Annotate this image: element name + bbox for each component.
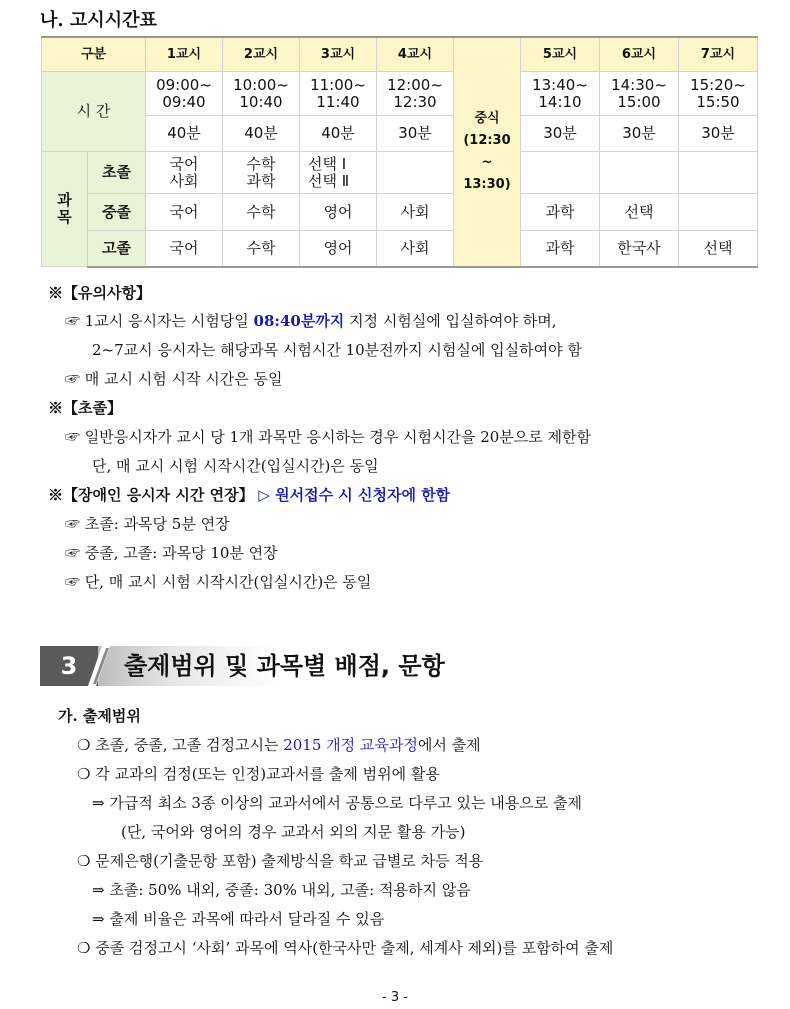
subject-row-high	[42, 231, 758, 267]
subject-cell: 수학	[223, 194, 300, 231]
page-number: - 3 -	[382, 990, 408, 1005]
subject-cell: 수학	[223, 231, 300, 267]
subject-cell: 선택 Ⅰ 선택 Ⅱ	[300, 152, 377, 194]
subject-cell: 사회	[377, 231, 454, 267]
time-cell: 11:00~ 11:40	[300, 72, 377, 116]
notes-caution-title: ※【유의사항】	[48, 284, 151, 302]
header-cell: 2교시	[223, 37, 300, 72]
subject-row-elementary	[42, 152, 758, 194]
note-line: ☞ 매 교시 시험 시작 시간은 동일	[65, 370, 283, 388]
note-line: ☞ 일반응시자가 교시 당 1개 과목만 응시하는 경우 시험시간을 20분으로 제한함	[65, 428, 592, 446]
table-header-row	[42, 37, 758, 72]
subject-cell	[521, 152, 600, 194]
scope-sub-bullet: ⇒ 출제 비율은 과목에 따라서 달라질 수 있음	[92, 910, 385, 928]
section3-number: 3	[40, 646, 98, 686]
subject-cell: 국어	[146, 194, 223, 231]
section3-title: 출제범위 및 과목별 배점, 문항	[124, 652, 445, 680]
subject-cell: 영어	[300, 194, 377, 231]
time-cell: 14:30~ 15:00	[600, 72, 679, 116]
subject-cell: 국어 사회	[146, 152, 223, 194]
subject-cell: 수학 과학	[223, 152, 300, 194]
subject-cell: 한국사	[600, 231, 679, 267]
level-label: 초졸	[88, 152, 146, 194]
note-line: 2~7교시 응시자는 해당과목 시험시간 10분전까지 시험실에 입실하여야 함	[92, 341, 582, 359]
scope-sub-bullet: ⇒ 초졸: 50% 내외, 중졸: 30% 내외, 고졸: 적용하지 않음	[92, 881, 471, 899]
subject-cell	[679, 194, 758, 231]
subject-cell: 영어	[300, 231, 377, 267]
duration-cell: 30분	[521, 116, 600, 152]
time-cell: 12:00~ 12:30	[377, 72, 454, 116]
time-cell: 09:00~ 09:40	[146, 72, 223, 116]
subject-label: 과 목	[42, 152, 88, 267]
section-title: 나. 고시시간표	[40, 10, 157, 31]
subject-row-middle	[42, 194, 758, 231]
header-cell: 구분	[42, 37, 146, 72]
subject-cell: 국어	[146, 231, 223, 267]
header-cell: 4교시	[377, 37, 454, 72]
duration-cell: 30분	[679, 116, 758, 152]
subject-cell	[377, 152, 454, 194]
subject-cell: 선택	[679, 231, 758, 267]
duration-cell: 40분	[300, 116, 377, 152]
level-label: 고졸	[88, 231, 146, 267]
lunch-cell: 중식 (12:30 ~ 13:30)	[454, 37, 521, 267]
section3-slash-icon	[88, 646, 110, 686]
duration-cell: 30분	[377, 116, 454, 152]
note-line: ☞ 중졸, 고졸: 과목당 10분 연장	[65, 544, 278, 562]
subject-cell: 과학	[521, 231, 600, 267]
level-label: 중졸	[88, 194, 146, 231]
scope-bullet: ❍ 각 교과의 검정(또는 인정)교과서를 출제 범위에 활용	[77, 765, 440, 783]
duration-cell: 40분	[146, 116, 223, 152]
duration-cell: 30분	[600, 116, 679, 152]
note-line: ☞ 단, 매 교시 시험 시작시간(입실시간)은 동일	[65, 573, 372, 591]
header-cell: 6교시	[600, 37, 679, 72]
notes-disabled-title: ※【장애인 응시자 시간 연장】 ▷ 원서접수 시 신청자에 한함	[48, 486, 451, 504]
notes-elementary-title: ※【초졸】	[48, 399, 122, 417]
subject-cell: 선택	[600, 194, 679, 231]
subject-cell: 과학	[521, 194, 600, 231]
subject-cell	[600, 152, 679, 194]
scope-sub-bullet: (단, 국어와 영어의 경우 교과서 외의 지문 활용 가능)	[121, 823, 466, 841]
scope-bullet: ❍ 문제은행(기출문항 포함) 출제방식을 학교 급별로 차등 적용	[77, 852, 484, 870]
subject-cell	[679, 152, 758, 194]
header-cell: 5교시	[521, 37, 600, 72]
time-cell: 15:20~ 15:50	[679, 72, 758, 116]
note-line: ☞ 초졸: 과목당 5분 연장	[65, 515, 230, 533]
time-row	[42, 72, 758, 116]
scope-bullet: ❍ 초졸, 중졸, 고졸 검정고시는 2015 개정 교육과정에서 출제	[77, 736, 481, 754]
scope-bullet: ❍ 중졸 검정고시 ‘사회’ 과목에 역사(한국사만 출제, 세계사 제외)를 포함하여 출제	[77, 939, 614, 957]
exam-schedule-table	[41, 36, 758, 268]
header-cell: 1교시	[146, 37, 223, 72]
note-line: ☞ 1교시 응시자는 시험당일 08:40분까지 지정 시험실에 입실하여야 하며,	[65, 312, 557, 330]
time-cell: 13:40~ 14:10	[521, 72, 600, 116]
time-label: 시 간	[42, 72, 146, 152]
time-cell: 10:00~ 10:40	[223, 72, 300, 116]
header-cell: 7교시	[679, 37, 758, 72]
scope-title: 가. 출제범위	[58, 707, 141, 725]
header-cell: 3교시	[300, 37, 377, 72]
duration-row	[42, 116, 758, 152]
note-line: 단, 매 교시 시험 시작시간(입실시간)은 동일	[92, 457, 379, 475]
scope-sub-bullet: ⇒ 가급적 최소 3종 이상의 교과서에서 공통으로 다루고 있는 내용으로 출제	[92, 794, 583, 812]
subject-cell: 사회	[377, 194, 454, 231]
duration-cell: 40분	[223, 116, 300, 152]
